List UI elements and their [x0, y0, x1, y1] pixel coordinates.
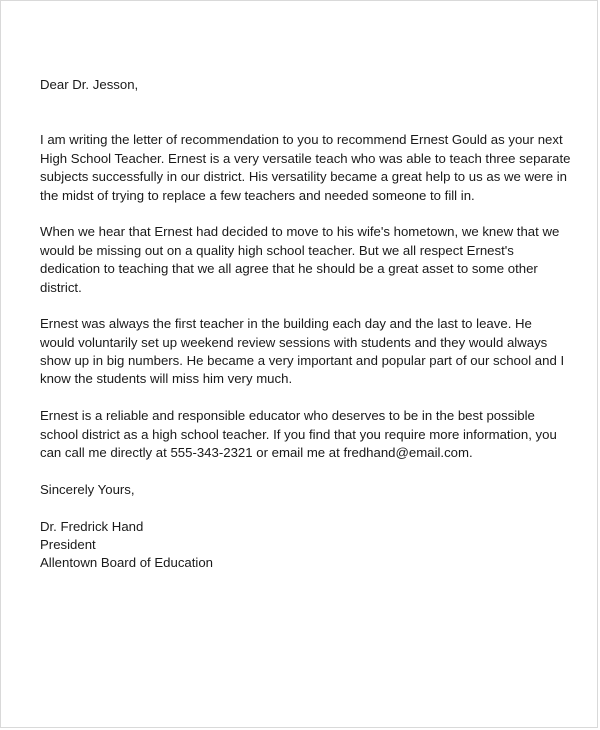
paragraph-line: Ernest was always the first teacher in the building each day and the last to leave. He — [40, 316, 532, 332]
paragraph-line: dedication to teaching that we all agree that he should be a great asset to some other — [40, 261, 538, 277]
signature-block — [40, 518, 570, 573]
paragraph-line: Ernest is a reliable and responsible educator who deserves to be in the best possible — [40, 408, 535, 424]
paragraph-line: show up in big numbers. He became a very important and popular part of our school and I — [40, 353, 565, 369]
paragraph-line: district. — [40, 279, 82, 295]
paragraph-line: When we hear that Ernest had decided to move to his wife's hometown, we knew that we — [40, 224, 560, 240]
paragraph-line: I am writing the letter of recommendation to you to recommend Ernest Gould as your next — [40, 132, 563, 148]
paragraph-line: subjects successfully in our district. His versatility became a great help to us as we were in — [40, 169, 567, 185]
paragraph-2 — [40, 223, 570, 297]
paragraph-line: High School Teacher. Ernest is a very versatile teach who was able to teach three separate — [40, 150, 571, 166]
paragraph-1 — [40, 131, 570, 205]
signer-organization: Allentown Board of Education — [40, 555, 214, 571]
paragraph-3 — [40, 315, 570, 389]
paragraph-line: school district as a high school teacher. If you find that you require more information, you — [40, 426, 557, 442]
paragraph-line: the midst of trying to replace a few teachers and needed someone to fill in. — [40, 187, 475, 203]
paragraph-line: would voluntarily set up weekend review sessions with students and they would always — [40, 334, 548, 350]
salutation-text: Dear Dr. Jesson, — [40, 77, 139, 92]
paragraph-4 — [40, 407, 570, 462]
paragraph-line: can call me directly at 555-343-2321 or email me at fredhand@email.com. — [40, 445, 473, 461]
closing — [40, 481, 570, 499]
paragraph-line: would be missing out on a quality high school teacher. But we all respect Ernest's — [40, 242, 514, 258]
signer-name: Dr. Fredrick Hand — [40, 518, 144, 534]
signer-title: President — [40, 536, 96, 552]
closing-text: Sincerely Yours, — [40, 481, 135, 497]
salutation — [40, 76, 570, 94]
paragraph-line: know the students will miss him very much. — [40, 371, 293, 387]
letter-body — [40, 76, 570, 573]
